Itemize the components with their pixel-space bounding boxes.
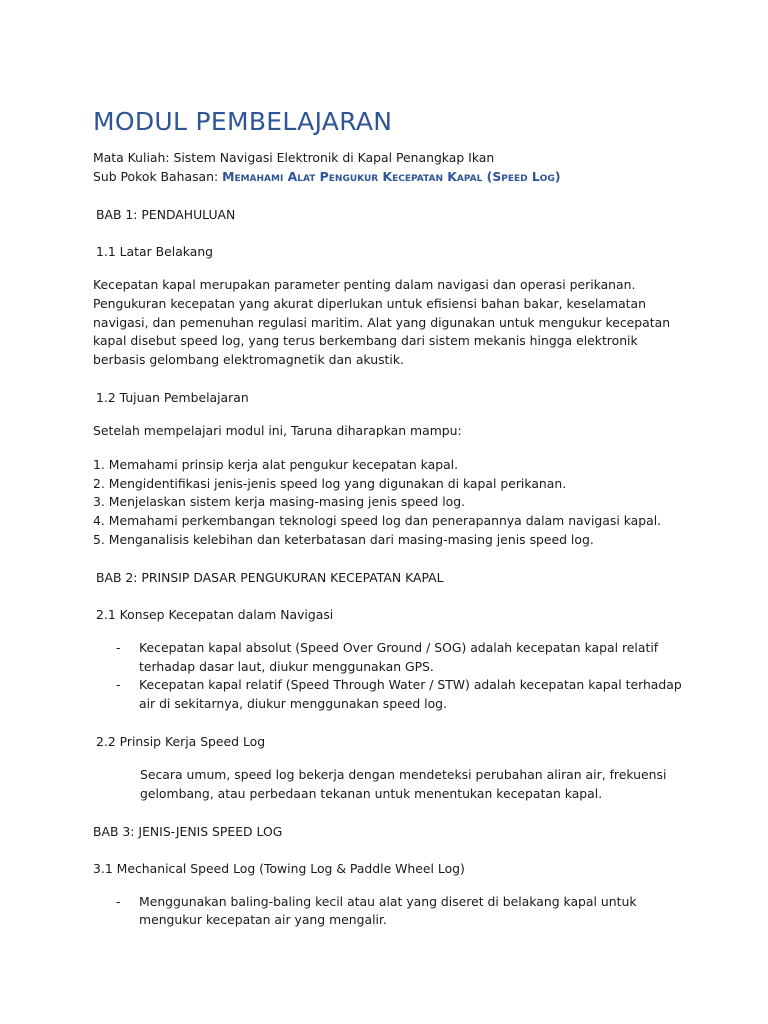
bab1-heading: BAB 1: PENDAHULUAN	[96, 207, 236, 222]
list-item-text: Menggunakan baling-baling kecil atau alat yang diseret di belakang kapal untuk mengukur kecepatan air yang mengalir.	[139, 893, 637, 928]
section-1-1-heading: 1.1 Latar Belakang	[96, 244, 214, 259]
section-2-2-paragraph: Secara umum, speed log bekerja dengan mendeteksi perubahan aliran air, frekuensi gelombang, atau perbedaan tekanan untuk menentukan kecepatan kapal.	[140, 766, 667, 801]
document-page	[93, 104, 683, 930]
section-2-1-heading: 2.1 Konsep Kecepatan dalam Navigasi	[96, 606, 334, 622]
section-1-1-paragraph: Kecepatan kapal merupakan parameter penting dalam navigasi dan operasi perikanan. Pengukuran kecepatan yang akurat diperlukan untuk efisiensi bahan bakar, keselamatan navigasi, dan pemenuhan regulasi maritim. Alat yang digunakan untuk mengukur kecepatan kapal disebut speed log, yang terus berkembang dari sistem mekanis hingga elektronik berbasis gelombang elektromagnetik dan akustik.	[93, 277, 671, 368]
section-2-2-heading: 2.2 Prinsip Kerja Speed Log	[96, 733, 266, 749]
list-item: 2. Mengidentifikasi jenis-jenis speed log yang digunakan di kapal perikanan.	[93, 475, 567, 491]
section-3-1-heading: 3.1 Mechanical Speed Log (Towing Log & Paddle Wheel Log)	[93, 860, 465, 876]
section-1-2-heading: 1.2 Tujuan Pembelajaran	[96, 389, 249, 405]
list-dash: -	[116, 639, 121, 655]
sub-pokok-label: Sub Pokok Bahasan:	[93, 169, 223, 184]
section-1-2-intro: Setelah mempelajari modul ini, Taruna diharapkan mampu:	[93, 422, 462, 438]
list-item: 5. Menganalisis kelebihan dan keterbatasan dari masing-masing jenis speed log.	[93, 531, 594, 547]
speed-concept-list	[93, 639, 683, 714]
sub-pokok-line	[93, 167, 683, 186]
list-item-text: Kecepatan kapal relatif (Speed Through Water / STW) adalah kecepatan kapal terhadap air di sekitarnya, diukur menggunakan speed log.	[139, 677, 682, 712]
list-dash: -	[116, 893, 121, 909]
list-item: 3. Menjelaskan sistem kerja masing-masing jenis speed log.	[93, 494, 466, 510]
list-dash: -	[116, 677, 121, 693]
bab2-heading: BAB 2: PRINSIP DASAR PENGUKURAN KECEPATAN KAPAL	[96, 569, 444, 585]
mata-kuliah-line: Mata Kuliah: Sistem Navigasi Elektronik di Kapal Penangkap Ikan	[93, 150, 495, 165]
list-item: 1. Memahami prinsip kerja alat pengukur kecepatan kapal.	[93, 456, 459, 472]
bab3-heading: BAB 3: JENIS-JENIS SPEED LOG	[93, 823, 283, 839]
list-item	[93, 639, 683, 677]
list-item	[93, 676, 683, 714]
sub-pokok-value: Memahami Alat Pengukur Kecepatan Kapal (Speed Log)	[222, 169, 561, 184]
module-title: MODUL PEMBELAJARAN	[93, 107, 393, 136]
list-item: 4. Memahami perkembangan teknologi speed log dan penerapannya dalam navigasi kapal.	[93, 513, 662, 529]
list-item	[93, 893, 683, 931]
objectives-list	[93, 456, 683, 550]
mechanical-log-list	[93, 893, 683, 931]
list-item-text: Kecepatan kapal absolut (Speed Over Ground / SOG) adalah kecepatan kapal relatif terhadap dasar laut, diukur menggunakan GPS.	[139, 639, 659, 674]
